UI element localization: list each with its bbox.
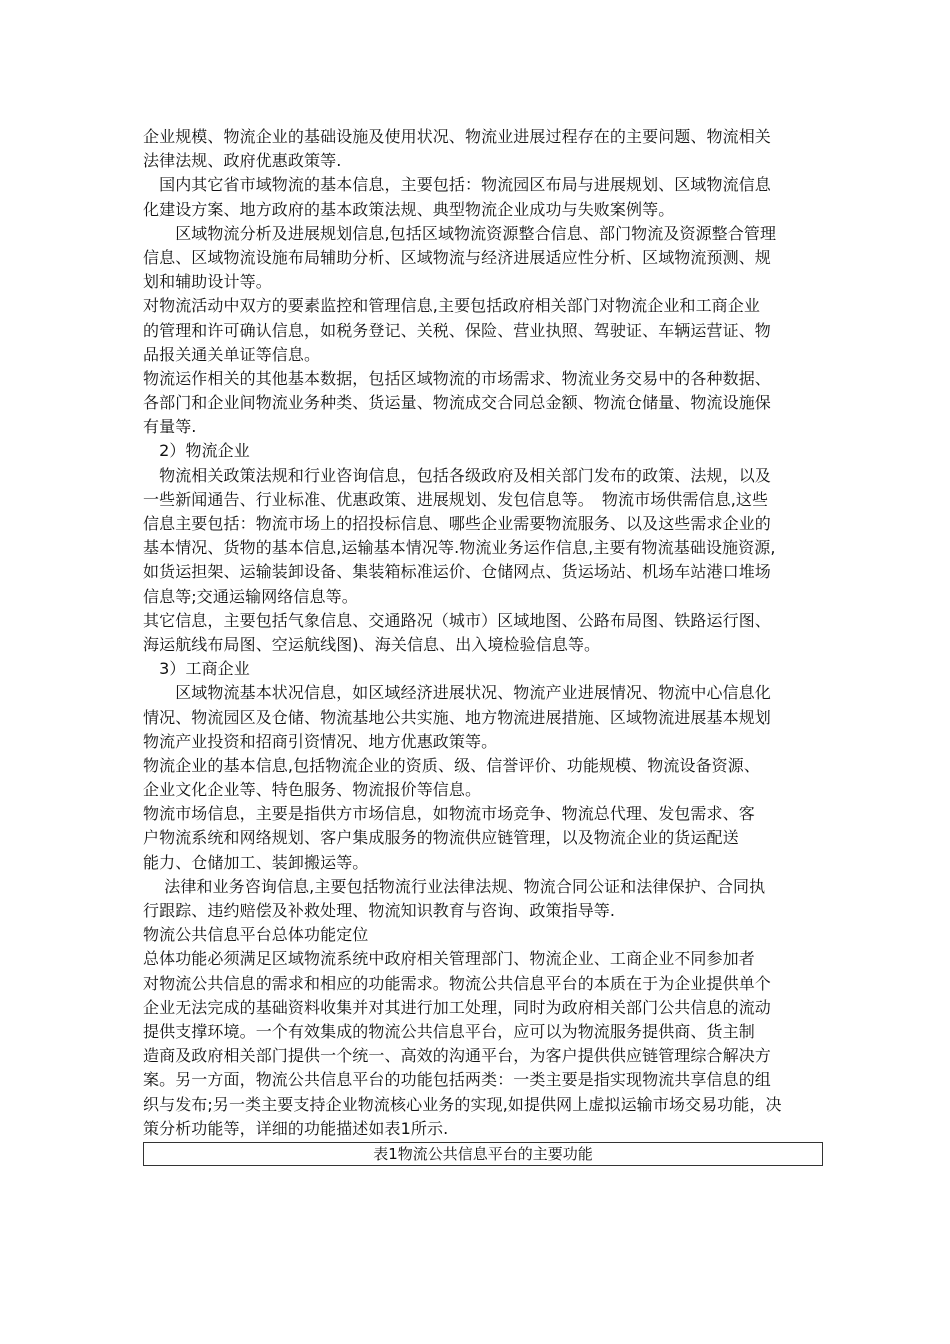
text-line: 提供支撑环境。一个有效集成的物流公共信息平台，应可以为物流服务提供商、货主制: [143, 1021, 755, 1041]
text-line: 物流公共信息平台总体功能定位: [143, 925, 369, 945]
text-line: 2）物流企业: [143, 441, 250, 461]
text-line: 各部门和企业间物流业务种类、货运量、物流成交合同总金额、物流仓储量、物流设施保: [143, 393, 771, 413]
text-line: 能力、仓储加工、装卸搬运等。: [143, 852, 369, 872]
text-line: 物流运作相关的其他基本数据，包括区域物流的市场需求、物流业务交易中的各种数据、: [143, 368, 771, 388]
text-line: 一些新闻通告、行业标准、优惠政策、进展规划、发包信息等。 物流市场供需信息,这些: [143, 489, 769, 509]
text-line: 海运航线布局图、空运航线图)、海关信息、出入境检验信息等。: [143, 634, 601, 654]
text-line: 有量等.: [143, 417, 197, 437]
text-line: 3）工商企业: [143, 659, 250, 679]
text-line: 信息主要包括：物流市场上的招投标信息、哪些企业需要物流服务、以及这些需求企业的: [143, 514, 771, 533]
text-line: 物流企业的基本信息,包括物流企业的资质、级、信誉评价、功能规模、物流设备资源、: [143, 755, 760, 775]
text-line: 织与发布;另一类主要支持企业物流核心业务的实现,如提供网上虚拟运输市场交易功能，决: [143, 1094, 782, 1114]
text-line: 物流相关政策法规和行业咨询信息，包括各级政府及相关部门发布的政策、法规，以及: [143, 465, 771, 485]
text-line: 区域物流基本状况信息，如区域经济进展状况、物流产业进展情况、物流中心信息化: [143, 683, 771, 703]
text-line: 对物流活动中双方的要素监控和管理信息,主要包括政府相关部门对物流企业和工商企业: [143, 296, 760, 316]
text-line: 如货运担架、运输装卸设备、集装箱标准运价、仓储网点、货运场站、机场车站港口堆场: [143, 562, 771, 582]
text-line: 对物流公共信息的需求和相应的功能需求。物流公共信息平台的本质在于为企业提供单个: [143, 973, 771, 993]
text-line: 化建设方案、地方政府的基本政策法规、典型物流企业成功与失败案例等。: [143, 199, 675, 219]
text-line: 物流市场信息，主要是指供方市场信息，如物流市场竞争、物流总代理、发包需求、客: [143, 804, 755, 824]
text-line: 物流产业投资和招商引资情况、地方优惠政策等。: [143, 731, 498, 751]
text-line: 基本情况、货物的基本信息,运输基本情况等.物流业务运作信息,主要有物流基础设施资源,: [143, 538, 776, 558]
text-line: 划和辅助设计等。: [143, 272, 272, 292]
text-line: 法律法规、政府优惠政策等.: [143, 151, 342, 171]
text-line: 企业无法完成的基础资料收集并对其进行加工处理，同时为政府相关部门公共信息的流动: [143, 997, 771, 1017]
text-line: 案。另一方面，物流公共信息平台的功能包括两类：一类主要是指实现物流共享信息的组: [143, 1070, 771, 1090]
text-line: 情况、物流园区及仓储、物流基地公共实施、地方物流进展措施、区域物流进展基本规划: [143, 707, 771, 727]
text-line: 国内其它省市域物流的基本信息，主要包括：物流园区布局与进展规划、区域物流信息: [143, 175, 771, 195]
text-line: 造商及政府相关部门提供一个统一、高效的沟通平台，为客户提供供应链管理综合解决方: [143, 1046, 771, 1066]
document-body: [143, 125, 825, 1166]
text-line: 信息等;交通运输网络信息等。: [143, 586, 358, 606]
text-line: 行跟踪、违约赔偿及补救处理、物流知识教育与咨询、政策指导等.: [143, 901, 616, 920]
text-line: 企业规模、物流企业的基础设施及使用状况、物流业进展过程存在的主要问题、物流相关: [143, 127, 771, 146]
text-line: 其它信息，主要包括气象信息、交通路况（城市）区域地图、公路布局图、铁路运行图、: [143, 610, 771, 630]
text-line: 法律和业务咨询信息,主要包括物流行业法律法规、物流合同公证和法律保护、合同执: [143, 876, 766, 896]
text-line: 户物流系统和网络规划、客户集成服务的物流供应链管理，以及物流企业的货运配送: [143, 828, 739, 848]
text-line: 品报关通关单证等信息。: [143, 344, 321, 364]
text-line: 总体功能必须满足区域物流系统中政府相关管理部门、物流企业、工商企业不同参加者: [143, 949, 755, 969]
text-line: 区域物流分析及进展规划信息,包括区域物流资源整合信息、部门物流及资源整合管理: [143, 223, 777, 243]
text-line: 信息、区域物流设施布局辅助分析、区域物流与经济进展适应性分析、区域物流预测、规: [143, 247, 771, 267]
text-line: 企业文化企业等、特色服务、物流报价等信息。: [143, 780, 482, 800]
text-line: 的管理和许可确认信息，如税务登记、关税、保险、营业执照、驾驶证、车辆运营证、物: [143, 320, 771, 340]
table-caption: 表1物流公共信息平台的主要功能: [143, 1142, 823, 1166]
text-line: 策分析功能等，详细的功能描述如表1所示.: [143, 1118, 449, 1138]
